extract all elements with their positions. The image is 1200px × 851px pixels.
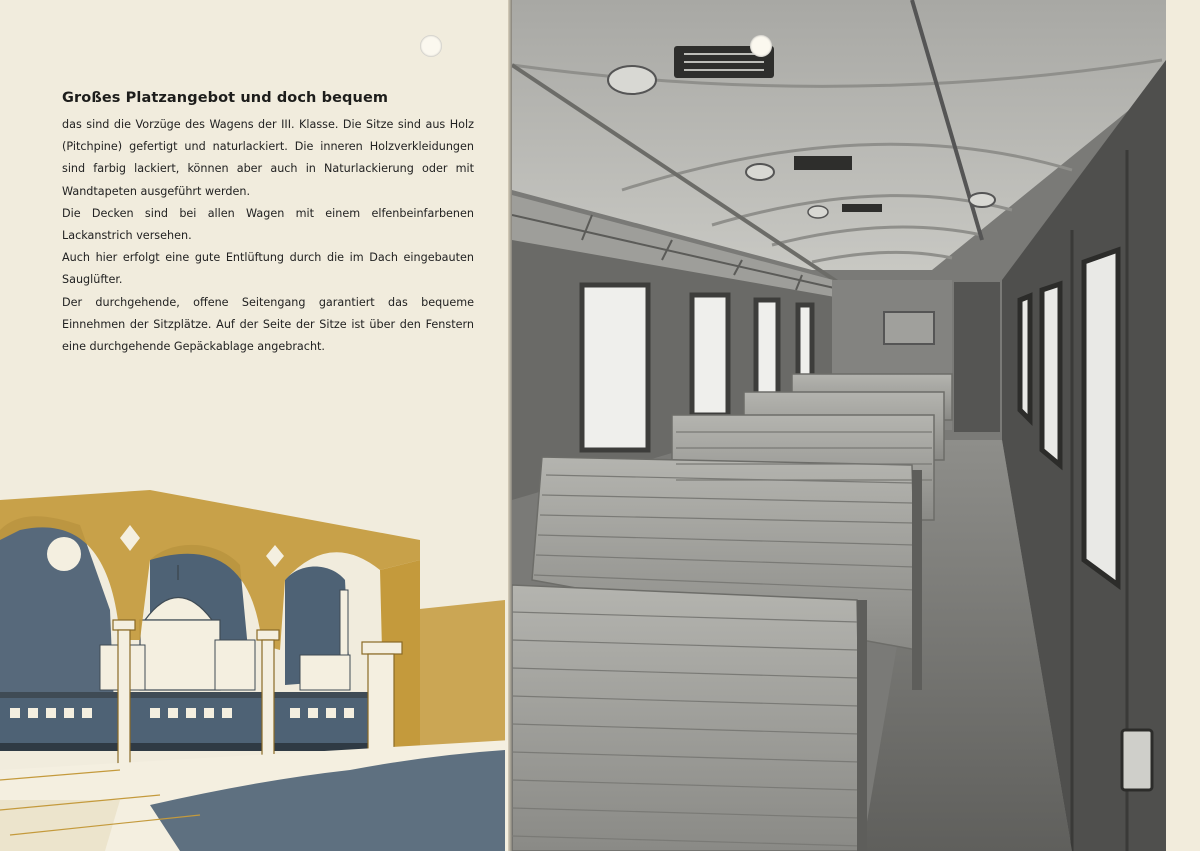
paragraph-4: Der durchgehende, offene Seitengang garantiert das bequeme Einnehmen der Sitzplätze. Auf der Seite der Sitze ist über den Fenstern eine durchgehende Gepäckablage angebracht. bbox=[62, 295, 474, 354]
coach-interior-photo bbox=[512, 0, 1166, 851]
paragraph-1: das sind die Vorzüge des Wagens der III. Klasse. Die Sitze sind aus Holz (Pitchpine) gefertigt und naturlackiert. Die inneren Holzverkleidungen sind farbig lackiert, können aber auch in Naturlackierung oder mit Wandtapeten ausgeführt werden. bbox=[62, 118, 474, 198]
punch-hole bbox=[420, 35, 442, 57]
punch-hole bbox=[750, 35, 772, 57]
body-text bbox=[62, 114, 474, 358]
moon-icon bbox=[47, 537, 81, 571]
page-heading: Großes Platzangebot und doch bequem bbox=[62, 90, 389, 106]
right-page bbox=[512, 0, 1166, 851]
arcade-train-illustration bbox=[0, 470, 512, 851]
right-page-margin bbox=[1166, 0, 1200, 851]
left-page bbox=[0, 0, 512, 851]
paragraph-3: Auch hier erfolgt eine gute Entlüftung durch die im Dach eingebauten Sauglüfter. bbox=[62, 251, 474, 287]
paragraph-2: Die Decken sind bei allen Wagen mit einem elfenbeinfarbenen Lackanstrich versehen. bbox=[62, 206, 474, 243]
